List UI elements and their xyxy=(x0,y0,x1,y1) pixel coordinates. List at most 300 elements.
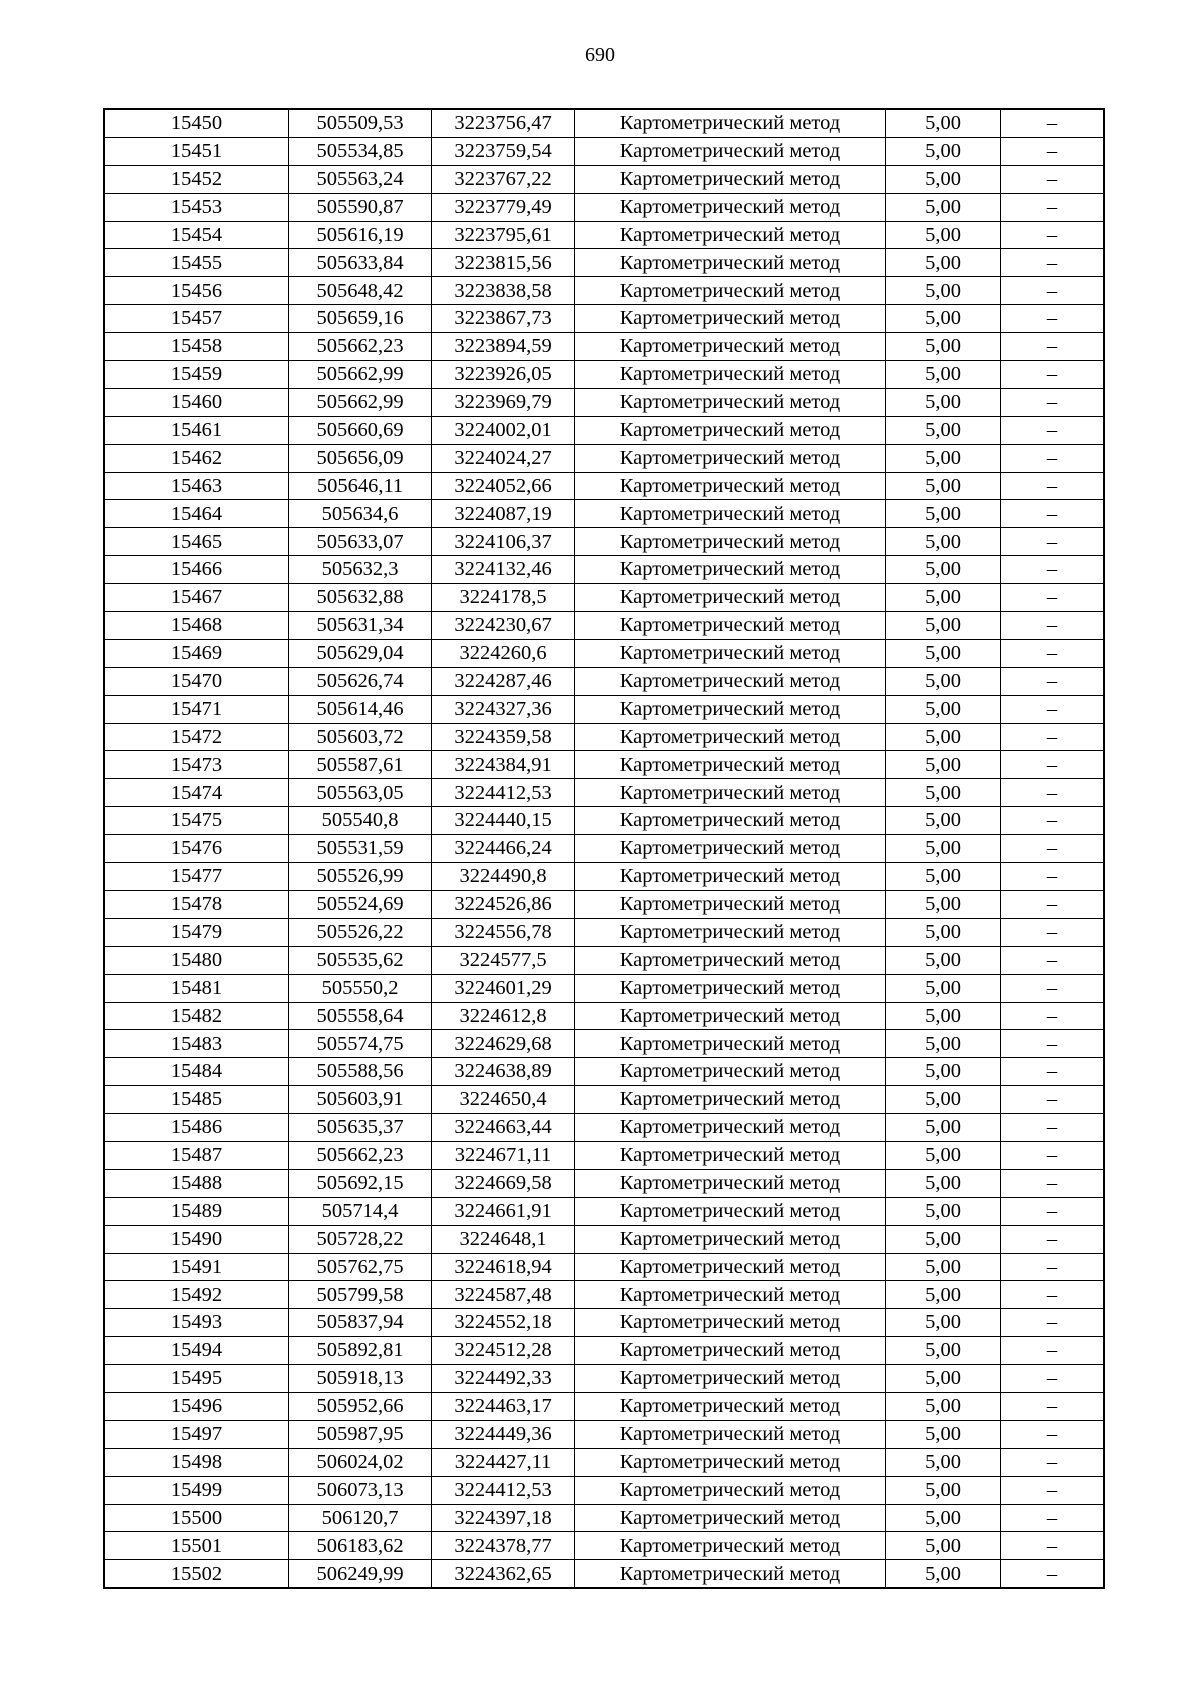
point-number-cell: 15490 xyxy=(104,1225,289,1253)
table-row xyxy=(104,1448,1104,1476)
description-cell: – xyxy=(1001,1420,1105,1448)
x-coordinate-cell: 505540,8 xyxy=(289,807,432,835)
point-number-cell: 15473 xyxy=(104,751,289,779)
error-cell: 5,00 xyxy=(886,1448,1001,1476)
table-row xyxy=(104,667,1104,695)
description-cell: – xyxy=(1001,1392,1105,1420)
point-number-cell: 15477 xyxy=(104,863,289,891)
y-coordinate-cell: 3223926,05 xyxy=(432,361,575,389)
x-coordinate-cell: 505590,87 xyxy=(289,193,432,221)
table-row xyxy=(104,1281,1104,1309)
description-cell: – xyxy=(1001,1504,1105,1532)
y-coordinate-cell: 3224601,29 xyxy=(432,974,575,1002)
description-cell: – xyxy=(1001,779,1105,807)
table-row xyxy=(104,528,1104,556)
description-cell: – xyxy=(1001,807,1105,835)
point-number-cell: 15487 xyxy=(104,1141,289,1169)
table-row xyxy=(104,1532,1104,1560)
point-number-cell: 15501 xyxy=(104,1532,289,1560)
description-cell: – xyxy=(1001,1197,1105,1225)
method-cell: Картометрический метод xyxy=(575,584,886,612)
x-coordinate-cell: 505631,34 xyxy=(289,612,432,640)
description-cell: – xyxy=(1001,918,1105,946)
y-coordinate-cell: 3224397,18 xyxy=(432,1504,575,1532)
point-number-cell: 15476 xyxy=(104,835,289,863)
point-number-cell: 15489 xyxy=(104,1197,289,1225)
table-row xyxy=(104,193,1104,221)
error-cell: 5,00 xyxy=(886,1337,1001,1365)
table-row xyxy=(104,1337,1104,1365)
method-cell: Картометрический метод xyxy=(575,779,886,807)
method-cell: Картометрический метод xyxy=(575,137,886,165)
error-cell: 5,00 xyxy=(886,305,1001,333)
table-row xyxy=(104,1504,1104,1532)
x-coordinate-cell: 505550,2 xyxy=(289,974,432,1002)
error-cell: 5,00 xyxy=(886,137,1001,165)
y-coordinate-cell: 3224556,78 xyxy=(432,918,575,946)
error-cell: 5,00 xyxy=(886,807,1001,835)
description-cell: – xyxy=(1001,500,1105,528)
y-coordinate-cell: 3224052,66 xyxy=(432,472,575,500)
description-cell: – xyxy=(1001,1141,1105,1169)
point-number-cell: 15480 xyxy=(104,946,289,974)
y-coordinate-cell: 3224512,28 xyxy=(432,1337,575,1365)
x-coordinate-cell: 505987,95 xyxy=(289,1420,432,1448)
point-number-cell: 15453 xyxy=(104,193,289,221)
method-cell: Картометрический метод xyxy=(575,249,886,277)
method-cell: Картометрический метод xyxy=(575,444,886,472)
point-number-cell: 15456 xyxy=(104,277,289,305)
description-cell: – xyxy=(1001,193,1105,221)
table-row xyxy=(104,444,1104,472)
x-coordinate-cell: 505762,75 xyxy=(289,1253,432,1281)
y-coordinate-cell: 3224490,8 xyxy=(432,863,575,891)
error-cell: 5,00 xyxy=(886,1281,1001,1309)
point-number-cell: 15458 xyxy=(104,333,289,361)
method-cell: Картометрический метод xyxy=(575,1476,886,1504)
error-cell: 5,00 xyxy=(886,1058,1001,1086)
x-coordinate-cell: 505634,6 xyxy=(289,500,432,528)
description-cell: – xyxy=(1001,165,1105,193)
description-cell: – xyxy=(1001,221,1105,249)
point-number-cell: 15483 xyxy=(104,1030,289,1058)
y-coordinate-cell: 3223767,22 xyxy=(432,165,575,193)
point-number-cell: 15470 xyxy=(104,667,289,695)
point-number-cell: 15486 xyxy=(104,1114,289,1142)
table-row xyxy=(104,974,1104,1002)
table-row xyxy=(104,946,1104,974)
x-coordinate-cell: 505633,07 xyxy=(289,528,432,556)
error-cell: 5,00 xyxy=(886,1560,1001,1588)
point-number-cell: 15497 xyxy=(104,1420,289,1448)
y-coordinate-cell: 3224648,1 xyxy=(432,1225,575,1253)
x-coordinate-cell: 505952,66 xyxy=(289,1392,432,1420)
error-cell: 5,00 xyxy=(886,584,1001,612)
error-cell: 5,00 xyxy=(886,974,1001,1002)
table-row xyxy=(104,835,1104,863)
point-number-cell: 15485 xyxy=(104,1086,289,1114)
description-cell: – xyxy=(1001,1002,1105,1030)
description-cell: – xyxy=(1001,137,1105,165)
method-cell: Картометрический метод xyxy=(575,890,886,918)
method-cell: Картометрический метод xyxy=(575,1448,886,1476)
point-number-cell: 15496 xyxy=(104,1392,289,1420)
x-coordinate-cell: 505563,05 xyxy=(289,779,432,807)
error-cell: 5,00 xyxy=(886,416,1001,444)
point-number-cell: 15459 xyxy=(104,361,289,389)
error-cell: 5,00 xyxy=(886,612,1001,640)
description-cell: – xyxy=(1001,249,1105,277)
table-row xyxy=(104,137,1104,165)
y-coordinate-cell: 3224362,65 xyxy=(432,1560,575,1588)
page-number: 690 xyxy=(585,44,615,66)
method-cell: Картометрический метод xyxy=(575,1141,886,1169)
point-number-cell: 15471 xyxy=(104,695,289,723)
error-cell: 5,00 xyxy=(886,500,1001,528)
method-cell: Картометрический метод xyxy=(575,221,886,249)
method-cell: Картометрический метод xyxy=(575,695,886,723)
method-cell: Картометрический метод xyxy=(575,1337,886,1365)
y-coordinate-cell: 3223838,58 xyxy=(432,277,575,305)
point-number-cell: 15475 xyxy=(104,807,289,835)
point-number-cell: 15457 xyxy=(104,305,289,333)
table-row xyxy=(104,1141,1104,1169)
error-cell: 5,00 xyxy=(886,221,1001,249)
table-row xyxy=(104,1114,1104,1142)
x-coordinate-cell: 505614,46 xyxy=(289,695,432,723)
y-coordinate-cell: 3224327,36 xyxy=(432,695,575,723)
error-cell: 5,00 xyxy=(886,193,1001,221)
y-coordinate-cell: 3224132,46 xyxy=(432,556,575,584)
error-cell: 5,00 xyxy=(886,1225,1001,1253)
error-cell: 5,00 xyxy=(886,388,1001,416)
y-coordinate-cell: 3224618,94 xyxy=(432,1253,575,1281)
description-cell: – xyxy=(1001,1058,1105,1086)
x-coordinate-cell: 505662,23 xyxy=(289,333,432,361)
y-coordinate-cell: 3224359,58 xyxy=(432,723,575,751)
method-cell: Картометрический метод xyxy=(575,165,886,193)
table-row xyxy=(104,863,1104,891)
y-coordinate-cell: 3224002,01 xyxy=(432,416,575,444)
point-number-cell: 15479 xyxy=(104,918,289,946)
method-cell: Картометрический метод xyxy=(575,612,886,640)
x-coordinate-cell: 505524,69 xyxy=(289,890,432,918)
x-coordinate-cell: 505646,11 xyxy=(289,472,432,500)
description-cell: – xyxy=(1001,723,1105,751)
y-coordinate-cell: 3224412,53 xyxy=(432,1476,575,1504)
x-coordinate-cell: 505728,22 xyxy=(289,1225,432,1253)
x-coordinate-cell: 505632,3 xyxy=(289,556,432,584)
error-cell: 5,00 xyxy=(886,639,1001,667)
point-number-cell: 15495 xyxy=(104,1365,289,1393)
x-coordinate-cell: 505918,13 xyxy=(289,1365,432,1393)
table-row xyxy=(104,1253,1104,1281)
x-coordinate-cell: 505714,4 xyxy=(289,1197,432,1225)
method-cell: Картометрический метод xyxy=(575,193,886,221)
table-row xyxy=(104,723,1104,751)
table-row xyxy=(104,500,1104,528)
error-cell: 5,00 xyxy=(886,723,1001,751)
table-row xyxy=(104,779,1104,807)
point-number-cell: 15465 xyxy=(104,528,289,556)
x-coordinate-cell: 505626,74 xyxy=(289,667,432,695)
table-row xyxy=(104,277,1104,305)
y-coordinate-cell: 3224587,48 xyxy=(432,1281,575,1309)
error-cell: 5,00 xyxy=(886,946,1001,974)
y-coordinate-cell: 3224650,4 xyxy=(432,1086,575,1114)
method-cell: Картометрический метод xyxy=(575,918,886,946)
point-number-cell: 15491 xyxy=(104,1253,289,1281)
error-cell: 5,00 xyxy=(886,1476,1001,1504)
method-cell: Картометрический метод xyxy=(575,1365,886,1393)
y-coordinate-cell: 3224552,18 xyxy=(432,1309,575,1337)
error-cell: 5,00 xyxy=(886,1504,1001,1532)
y-coordinate-cell: 3224087,19 xyxy=(432,500,575,528)
point-number-cell: 15469 xyxy=(104,639,289,667)
description-cell: – xyxy=(1001,612,1105,640)
description-cell: – xyxy=(1001,444,1105,472)
description-cell: – xyxy=(1001,528,1105,556)
y-coordinate-cell: 3224669,58 xyxy=(432,1169,575,1197)
table-row xyxy=(104,1030,1104,1058)
error-cell: 5,00 xyxy=(886,1141,1001,1169)
table-row xyxy=(104,109,1104,137)
x-coordinate-cell: 505603,91 xyxy=(289,1086,432,1114)
y-coordinate-cell: 3224230,67 xyxy=(432,612,575,640)
x-coordinate-cell: 505635,37 xyxy=(289,1114,432,1142)
error-cell: 5,00 xyxy=(886,1030,1001,1058)
y-coordinate-cell: 3224106,37 xyxy=(432,528,575,556)
method-cell: Картометрический метод xyxy=(575,1532,886,1560)
error-cell: 5,00 xyxy=(886,1309,1001,1337)
y-coordinate-cell: 3223815,56 xyxy=(432,249,575,277)
y-coordinate-cell: 3224612,8 xyxy=(432,1002,575,1030)
description-cell: – xyxy=(1001,416,1105,444)
point-number-cell: 15450 xyxy=(104,109,289,137)
error-cell: 5,00 xyxy=(886,890,1001,918)
method-cell: Картометрический метод xyxy=(575,472,886,500)
table-row xyxy=(104,807,1104,835)
x-coordinate-cell: 505526,99 xyxy=(289,863,432,891)
x-coordinate-cell: 505662,23 xyxy=(289,1141,432,1169)
y-coordinate-cell: 3224629,68 xyxy=(432,1030,575,1058)
error-cell: 5,00 xyxy=(886,444,1001,472)
y-coordinate-cell: 3223795,61 xyxy=(432,221,575,249)
y-coordinate-cell: 3224024,27 xyxy=(432,444,575,472)
point-number-cell: 15452 xyxy=(104,165,289,193)
description-cell: – xyxy=(1001,388,1105,416)
error-cell: 5,00 xyxy=(886,918,1001,946)
x-coordinate-cell: 505534,85 xyxy=(289,137,432,165)
y-coordinate-cell: 3223867,73 xyxy=(432,305,575,333)
x-coordinate-cell: 505799,58 xyxy=(289,1281,432,1309)
description-cell: – xyxy=(1001,472,1105,500)
description-cell: – xyxy=(1001,1253,1105,1281)
x-coordinate-cell: 505629,04 xyxy=(289,639,432,667)
x-coordinate-cell: 505660,69 xyxy=(289,416,432,444)
point-number-cell: 15492 xyxy=(104,1281,289,1309)
error-cell: 5,00 xyxy=(886,1197,1001,1225)
description-cell: – xyxy=(1001,1476,1105,1504)
method-cell: Картометрический метод xyxy=(575,1225,886,1253)
point-number-cell: 15502 xyxy=(104,1560,289,1588)
description-cell: – xyxy=(1001,1532,1105,1560)
method-cell: Картометрический метод xyxy=(575,333,886,361)
description-cell: – xyxy=(1001,1281,1105,1309)
point-number-cell: 15461 xyxy=(104,416,289,444)
description-cell: – xyxy=(1001,556,1105,584)
description-cell: – xyxy=(1001,1225,1105,1253)
point-number-cell: 15454 xyxy=(104,221,289,249)
point-number-cell: 15484 xyxy=(104,1058,289,1086)
point-number-cell: 15481 xyxy=(104,974,289,1002)
table-row xyxy=(104,584,1104,612)
y-coordinate-cell: 3223894,59 xyxy=(432,333,575,361)
error-cell: 5,00 xyxy=(886,863,1001,891)
description-cell: – xyxy=(1001,333,1105,361)
point-number-cell: 15460 xyxy=(104,388,289,416)
method-cell: Картометрический метод xyxy=(575,723,886,751)
description-cell: – xyxy=(1001,277,1105,305)
table-row xyxy=(104,1169,1104,1197)
error-cell: 5,00 xyxy=(886,1114,1001,1142)
error-cell: 5,00 xyxy=(886,528,1001,556)
table-row xyxy=(104,1392,1104,1420)
x-coordinate-cell: 505692,15 xyxy=(289,1169,432,1197)
y-coordinate-cell: 3223969,79 xyxy=(432,388,575,416)
description-cell: – xyxy=(1001,1169,1105,1197)
x-coordinate-cell: 506183,62 xyxy=(289,1532,432,1560)
description-cell: – xyxy=(1001,835,1105,863)
method-cell: Картометрический метод xyxy=(575,807,886,835)
method-cell: Картометрический метод xyxy=(575,528,886,556)
coordinates-table xyxy=(103,108,1105,1589)
y-coordinate-cell: 3224384,91 xyxy=(432,751,575,779)
table-row xyxy=(104,1365,1104,1393)
method-cell: Картометрический метод xyxy=(575,1030,886,1058)
y-coordinate-cell: 3223759,54 xyxy=(432,137,575,165)
y-coordinate-cell: 3224378,77 xyxy=(432,1532,575,1560)
table-row xyxy=(104,305,1104,333)
method-cell: Картометрический метод xyxy=(575,361,886,389)
point-number-cell: 15451 xyxy=(104,137,289,165)
description-cell: – xyxy=(1001,695,1105,723)
point-number-cell: 15474 xyxy=(104,779,289,807)
point-number-cell: 15498 xyxy=(104,1448,289,1476)
table-row xyxy=(104,556,1104,584)
method-cell: Картометрический метод xyxy=(575,500,886,528)
point-number-cell: 15472 xyxy=(104,723,289,751)
method-cell: Картометрический метод xyxy=(575,1281,886,1309)
table-row xyxy=(104,221,1104,249)
error-cell: 5,00 xyxy=(886,333,1001,361)
method-cell: Картометрический метод xyxy=(575,667,886,695)
method-cell: Картометрический метод xyxy=(575,1309,886,1337)
method-cell: Картометрический метод xyxy=(575,863,886,891)
point-number-cell: 15464 xyxy=(104,500,289,528)
point-number-cell: 15499 xyxy=(104,1476,289,1504)
method-cell: Картометрический метод xyxy=(575,974,886,1002)
error-cell: 5,00 xyxy=(886,1002,1001,1030)
description-cell: – xyxy=(1001,890,1105,918)
method-cell: Картометрический метод xyxy=(575,556,886,584)
table-row xyxy=(104,1086,1104,1114)
description-cell: – xyxy=(1001,1560,1105,1588)
y-coordinate-cell: 3224492,33 xyxy=(432,1365,575,1393)
y-coordinate-cell: 3224412,53 xyxy=(432,779,575,807)
error-cell: 5,00 xyxy=(886,779,1001,807)
table-row xyxy=(104,333,1104,361)
method-cell: Картометрический метод xyxy=(575,1086,886,1114)
description-cell: – xyxy=(1001,1114,1105,1142)
x-coordinate-cell: 505563,24 xyxy=(289,165,432,193)
y-coordinate-cell: 3224463,17 xyxy=(432,1392,575,1420)
error-cell: 5,00 xyxy=(886,1365,1001,1393)
x-coordinate-cell: 506073,13 xyxy=(289,1476,432,1504)
x-coordinate-cell: 505616,19 xyxy=(289,221,432,249)
x-coordinate-cell: 505558,64 xyxy=(289,1002,432,1030)
x-coordinate-cell: 506120,7 xyxy=(289,1504,432,1532)
point-number-cell: 15488 xyxy=(104,1169,289,1197)
method-cell: Картометрический метод xyxy=(575,946,886,974)
table-row xyxy=(104,751,1104,779)
error-cell: 5,00 xyxy=(886,835,1001,863)
table-row xyxy=(104,249,1104,277)
y-coordinate-cell: 3224440,15 xyxy=(432,807,575,835)
method-cell: Картометрический метод xyxy=(575,1197,886,1225)
table-row xyxy=(104,695,1104,723)
table-row xyxy=(104,1560,1104,1588)
description-cell: – xyxy=(1001,863,1105,891)
method-cell: Картометрический метод xyxy=(575,835,886,863)
x-coordinate-cell: 505509,53 xyxy=(289,109,432,137)
x-coordinate-cell: 505662,99 xyxy=(289,388,432,416)
y-coordinate-cell: 3224671,11 xyxy=(432,1141,575,1169)
point-number-cell: 15466 xyxy=(104,556,289,584)
description-cell: – xyxy=(1001,1365,1105,1393)
point-number-cell: 15494 xyxy=(104,1337,289,1365)
description-cell: – xyxy=(1001,584,1105,612)
description-cell: – xyxy=(1001,109,1105,137)
y-coordinate-cell: 3223779,49 xyxy=(432,193,575,221)
x-coordinate-cell: 505526,22 xyxy=(289,918,432,946)
y-coordinate-cell: 3224526,86 xyxy=(432,890,575,918)
error-cell: 5,00 xyxy=(886,109,1001,137)
y-coordinate-cell: 3223756,47 xyxy=(432,109,575,137)
method-cell: Картометрический метод xyxy=(575,1002,886,1030)
table-row xyxy=(104,361,1104,389)
x-coordinate-cell: 505588,56 xyxy=(289,1058,432,1086)
description-cell: – xyxy=(1001,1030,1105,1058)
x-coordinate-cell: 505662,99 xyxy=(289,361,432,389)
table-row xyxy=(104,472,1104,500)
error-cell: 5,00 xyxy=(886,667,1001,695)
table-row xyxy=(104,918,1104,946)
x-coordinate-cell: 505531,59 xyxy=(289,835,432,863)
table-row xyxy=(104,890,1104,918)
table-row xyxy=(104,165,1104,193)
description-cell: – xyxy=(1001,639,1105,667)
table-row xyxy=(104,1197,1104,1225)
description-cell: – xyxy=(1001,1309,1105,1337)
table-row xyxy=(104,1309,1104,1337)
point-number-cell: 15500 xyxy=(104,1504,289,1532)
error-cell: 5,00 xyxy=(886,1420,1001,1448)
error-cell: 5,00 xyxy=(886,277,1001,305)
error-cell: 5,00 xyxy=(886,1392,1001,1420)
method-cell: Картометрический метод xyxy=(575,1253,886,1281)
x-coordinate-cell: 505837,94 xyxy=(289,1309,432,1337)
